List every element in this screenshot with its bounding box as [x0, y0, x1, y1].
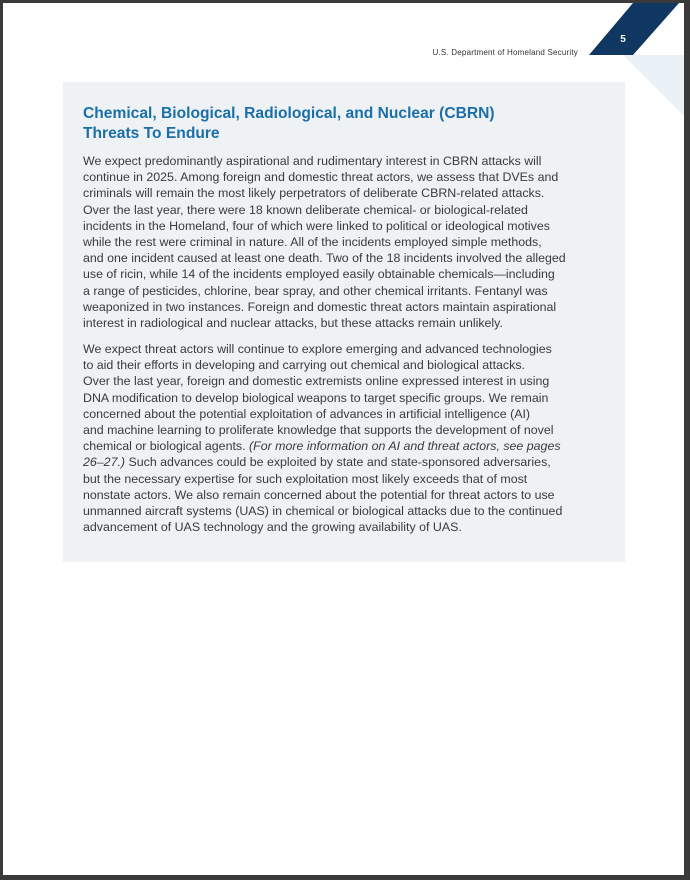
text-line: [83, 438, 562, 454]
text-line: and machine learning to proliferate knowledge that supports the development of novel: [83, 423, 554, 438]
section-title-line: Threats To Endure: [83, 125, 220, 142]
department-header: U.S. Department of Homeland Security: [432, 48, 578, 57]
text-line: unmanned aircraft systems (UAS) in chemical or biological attacks due to the continued: [83, 504, 563, 519]
text-line: incidents in the Homeland, four of which were linked to political or ideological motives: [83, 218, 550, 233]
paragraph-2: [83, 341, 562, 535]
text-line: a range of pesticides, chlorine, bear spray, and other chemical irritants. Fentanyl was: [83, 283, 548, 298]
text-segment: chemical or biological agents.: [83, 439, 246, 454]
text-line: interest in radiological and nuclear attacks, but these attacks remain unlikely.: [83, 316, 503, 331]
page-number: 5: [620, 34, 626, 45]
page-number-tab: [589, 3, 679, 55]
cross-reference-pages: 26–27.): [83, 455, 126, 470]
text-line: use of ricin, while 14 of the incidents employed easily obtainable chemicals—including: [83, 267, 555, 282]
text-line: weaponized in two instances. Foreign and domestic threat actors maintain aspirational: [83, 299, 557, 314]
text-segment: Such advances could be exploited by state and state-sponsored adversaries,: [128, 455, 551, 470]
text-line: and one incident caused at least one death. Two of the 18 incidents involved the alleged: [83, 251, 566, 266]
paragraph-1: [83, 153, 566, 331]
section-title: [83, 104, 495, 144]
text-line: advancement of UAS technology and the growing availability of UAS.: [83, 520, 462, 535]
text-line: Over the last year, there were 18 known deliberate chemical- or biological-related: [83, 202, 528, 217]
text-line: concerned about the potential exploitation of advances in artificial intelligence (AI): [83, 406, 531, 421]
text-line: criminals will remain the most likely perpetrators of deliberate CBRN-related attacks.: [83, 186, 545, 201]
cbrn-section-box: [63, 82, 625, 562]
cross-reference-note: (For more information on AI and threat actors, see pages: [249, 439, 561, 454]
text-line: We expect predominantly aspirational and rudimentary interest in CBRN attacks will: [83, 154, 542, 168]
text-line: DNA modification to develop biological weapons to target specific groups. We remain: [83, 390, 549, 405]
text-line: We expect threat actors will continue to explore emerging and advanced technologies: [83, 342, 552, 356]
text-line: while the rest were criminal in nature. All of the incidents employed simple methods,: [83, 235, 542, 250]
text-line: Over the last year, foreign and domestic extremists online expressed interest in using: [83, 374, 550, 389]
text-line: [83, 454, 562, 470]
document-page: [3, 3, 684, 875]
corner-light-triangle: [623, 55, 684, 116]
text-line: nonstate actors. We also remain concerned about the potential for threat actors to use: [83, 487, 555, 502]
section-title-line: Chemical, Biological, Radiological, and Nuclear (CBRN): [83, 105, 495, 122]
text-line: continue in 2025. Among foreign and domestic threat actors, we assess that DVEs and: [83, 170, 559, 185]
text-line: but the necessary expertise for such exploitation most likely exceeds that of most: [83, 471, 528, 486]
text-line: to aid their efforts in developing and carrying out chemical and biological attacks.: [83, 358, 525, 373]
